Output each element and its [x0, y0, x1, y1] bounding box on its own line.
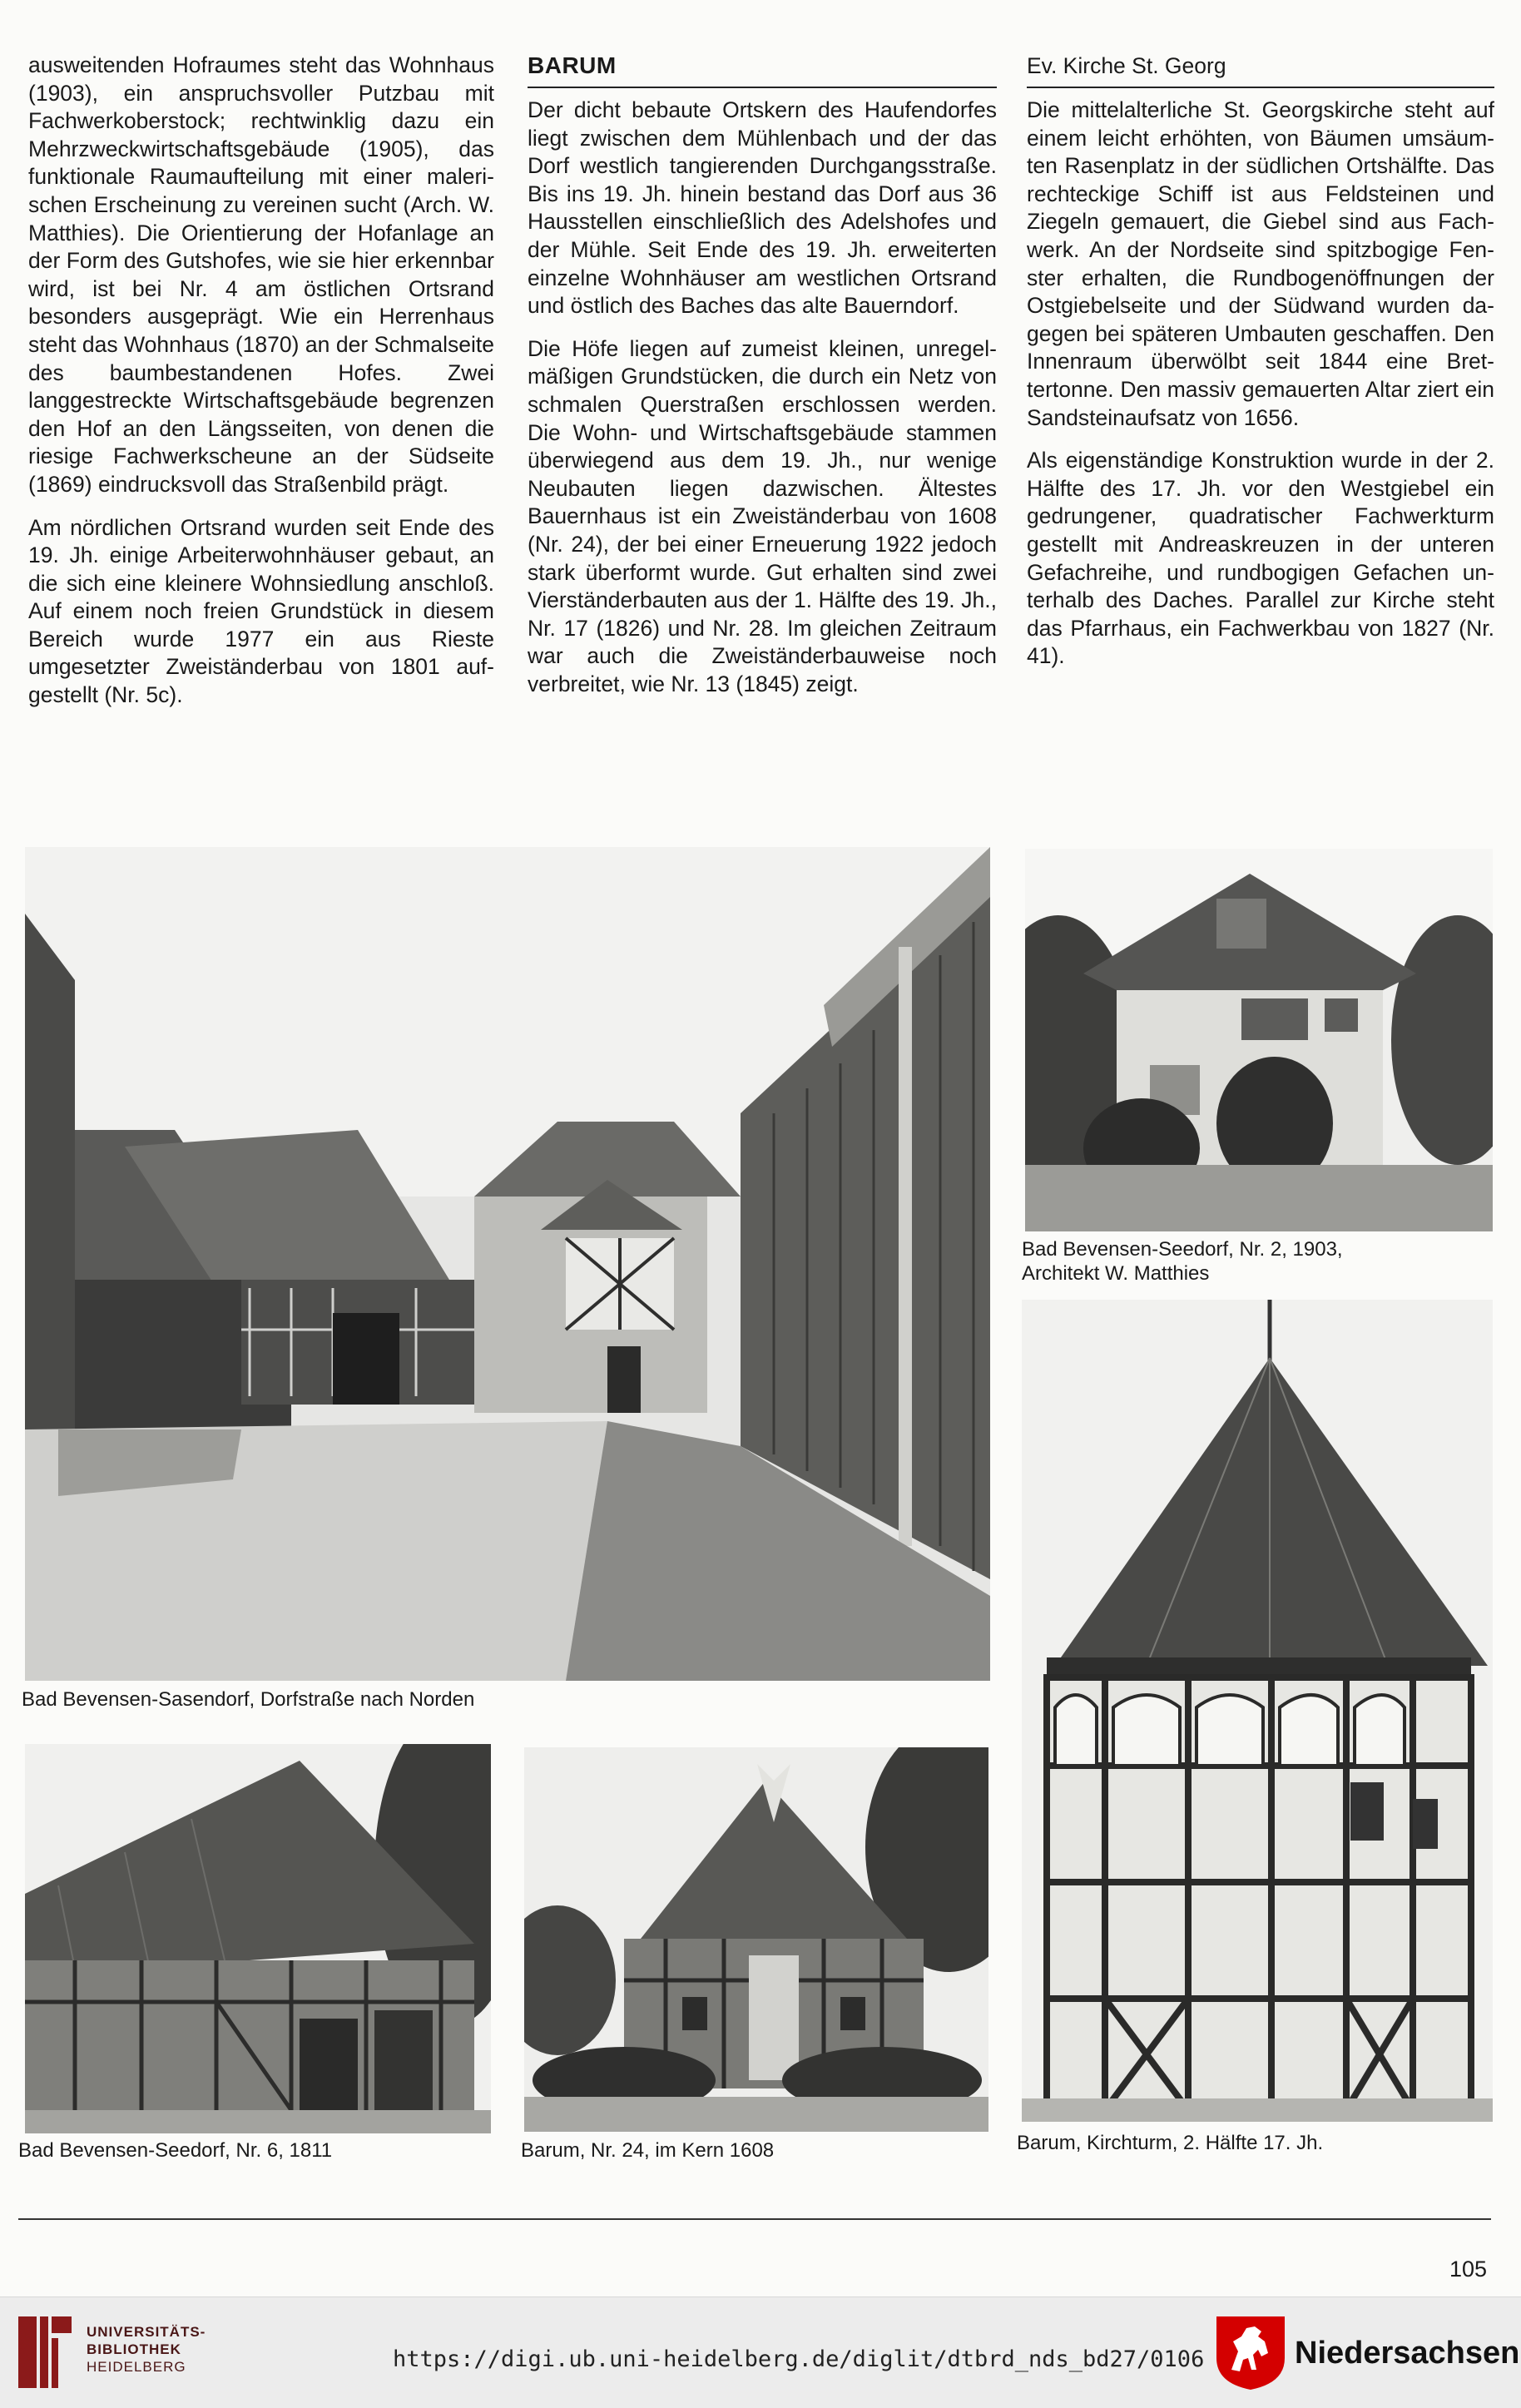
- photo-seedorf-nr6: [25, 1744, 491, 2133]
- university-library-name[interactable]: [87, 2323, 206, 2376]
- photo-seedorf-nr2: [1025, 849, 1493, 1231]
- caption-line: Bad Bevensen-Seedorf, Nr. 2, 1903,: [1022, 1238, 1343, 1261]
- paragraph: ausweitenden Hofraumes steht das Wohnhaus (1903), ein anspruchsvoller Putzbau mit Fachwerkoberstock; rechtwinklig dazu ein Mehrzweckwirtschaftsgebäude (1905), das funktionale Raumaufteilung mit einer malerischen Erscheinung zu vereinen sucht (Arch. W. Matthies). Die Orientierung der Hofanlage an der Form des Gutshofes, wie sie hier erkennbar wird, ist bei Nr. 4 am östlichen Ortsrand besonders ausgeprägt. Wie ein Herrenhaus steht das Wohnhaus (1870) an der Schmalseite des baumbestandenen Hofes. Zwei langgestreckte Wirtschaftsgebäude begrenzen den Hof an den Längsseiten, von denen die riesige Fachwerkscheune an der Südseite (1869) eindrucksvoll das Straßenbild prägt.: [28, 52, 494, 497]
- text-column-left: [28, 52, 494, 725]
- caption-sasendorf: Bad Bevensen-Sasendorf, Dorfstraße nach Norden: [22, 1688, 475, 1711]
- caption-line: Architekt W. Matthies: [1022, 1262, 1210, 1285]
- lower-saxony-horse-icon[interactable]: [1213, 2311, 1288, 2391]
- caption-kirchturm: Barum, Kirchturm, 2. Hälfte 17. Jh.: [1017, 2132, 1324, 2154]
- library-line: BIBLIOTHEK: [87, 2341, 181, 2357]
- caption-barum-nr24: Barum, Nr. 24, im Kern 1608: [521, 2139, 775, 2162]
- university-library-logo-icon[interactable]: [15, 2313, 75, 2391]
- library-line: UNIVERSITÄTS-: [87, 2324, 206, 2340]
- page-number: 105: [1449, 2257, 1488, 2282]
- library-line: HEIDELBERG: [87, 2359, 186, 2375]
- caption-seedorf-nr6: Bad Bevensen-Seedorf, Nr. 6, 1811: [18, 2139, 333, 2162]
- text-column-middle: [528, 52, 997, 713]
- paragraph: Am nördlichen Ortsrand wurden seit Ende des 19. Jh. einige Arbeiterwohnhäuser gebaut, an die sich eine kleinere Wohnsiedlung anschloß. Auf einem noch freien Grundstück in diesem Bereich wurde 1977 ein aus Rieste umgesetzter Zweiständerbau von 1801 aufgestellt (Nr. 5c).: [28, 514, 494, 708]
- text-column-right: [1027, 52, 1494, 686]
- caption-seedorf-nr2: [1022, 1237, 1343, 1286]
- paragraph: Die mittelalterliche St. Georgskirche steht auf einem leicht erhöhten, von Bäumen umsäumten Rasenplatz in der südlichen Ortshälfte. Das rechteckige Schiff ist aus Feldsteinen und Ziegeln gemauert, die Giebel sind aus Fachwerk. An der Nordseite sind spitzbogige Fenster erhalten, die Rundbogenöffnungen der Ostgiebelseite und der Südwand wurden dagegen bei späteren Umbauten geschaffen. Den Innenraum überwölbt seit 1844 eine Brettertonne. Den massiv gemauerten Altar ziert ein Sandsteinaufsatz von 1656.: [1027, 97, 1494, 430]
- footer-rule: [18, 2218, 1491, 2220]
- paragraph: Der dicht bebaute Ortskern des Haufendorfes liegt zwischen dem Mühlenbach und der das Dorf westlich tangierenden Durchgangsstraße. Bis ins 19. Jh. hinein bestand das Dorf aus 36 Hausstellen einschließlich des Adelshofes und der Mühle. Seit Ende des 19. Jh. erweiterten einzelne Wohnhäuser am westlichen Ortsrand und östlich des Baches das alte Bauerndorf.: [528, 97, 997, 319]
- photo-barum-nr24: [524, 1747, 988, 2132]
- photo-sasendorf-street: [25, 847, 990, 1681]
- document-url-link[interactable]: https://digi.ub.uni-heidelberg.de/diglit/dtbrd_nds_bd27/0106: [393, 2346, 1205, 2372]
- section-heading-church: Ev. Kirche St. Georg: [1027, 52, 1494, 88]
- section-heading-barum: BARUM: [528, 52, 997, 88]
- paragraph: Als eigenständige Konstruktion wurde in der 2. Hälfte des 17. Jh. vor den Westgiebel ein gedrungener, quadratischer Fachwerkturm gestellt mit Andreaskreuzen in der unteren Gefachreihe, und rundbogigen Gefachen unterhalb des Daches. Parallel zur Kirche steht das Pfarrhaus, ein Fachwerkbau von 1827 (Nr. 41).: [1027, 448, 1494, 669]
- photo-barum-kirchturm: [1022, 1300, 1493, 2122]
- state-name[interactable]: Niedersachsen: [1295, 2336, 1520, 2371]
- paragraph: Die Höfe liegen auf zumeist kleinen, unregelmäßigen Grundstücken, die durch ein Netz von schmalen Querstraßen erschlossen werden. Die Wohn- und Wirtschaftsgebäude stammen überwiegend aus dem 19. Jh., nur wenige Neubauten liegen dazwischen. Ältestes Bauernhaus ist ein Zweiständerbau von 1608 (Nr. 24), der bei einer Erneuerung 1922 jedoch stark überformt wurde. Gut erhalten sind zwei Vierständerbauten aus der 1. Hälfte des 19. Jh., Nr. 17 (1826) und Nr. 28. Im gleichen Zeitraum war auch die Zweiständerbauweise noch verbreitet, wie Nr. 13 (1845) zeigt.: [528, 335, 997, 696]
